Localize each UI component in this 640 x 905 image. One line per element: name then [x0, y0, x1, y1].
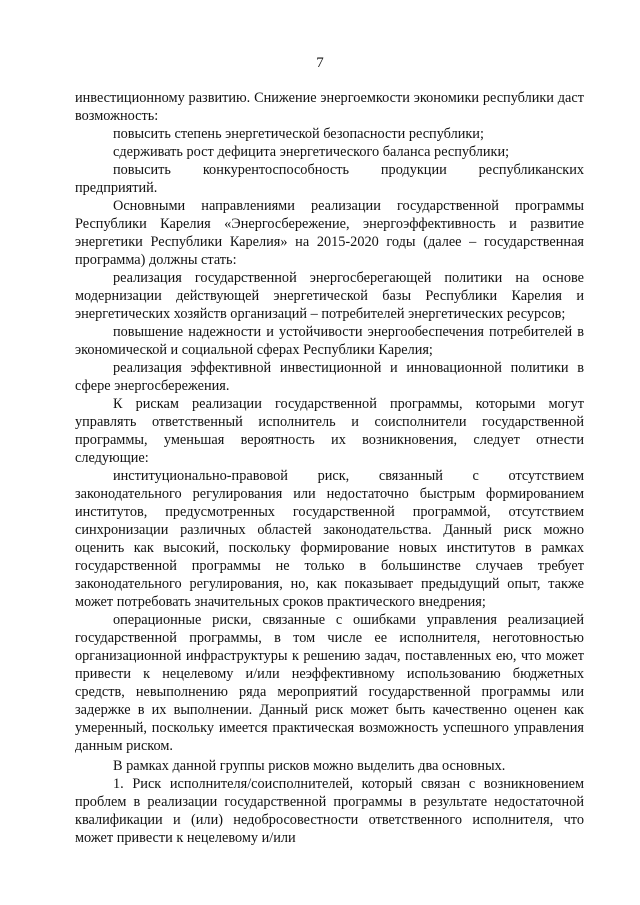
- body-text: [75, 89, 584, 847]
- paragraph: повысить конкурентоспособность продукции республиканских предприятий.: [75, 162, 584, 196]
- paragraph: Основными направлениями реализации государственной программы Республики Карелия «Энергосбережение, энергоэффективность и развитие энергетики Республики Карелия» на 2015-2020 годы (далее – государственная программа) должны стать:: [75, 198, 584, 268]
- page-number: 7: [316, 55, 324, 71]
- paragraph: К рискам реализации государственной программы, которыми могут управлять ответственный исполнитель и соисполнители государственной программы, уменьшая вероятность их возникновения, следует отнести следующие:: [75, 396, 584, 466]
- paragraph: реализация государственной энергосберегающей политики на основе модернизации действующей энергетической базы Республики Карелия и энергетических хозяйств организаций – потребителей энергетических ресурсов;: [75, 270, 584, 322]
- paragraph: институционально-правовой риск, связанный с отсутствием законодательного регулирования или недостаточно быстрым формированием институтов, предусмотренных государственной программой, отсутствием синхронизации различных областей законодательства. Данный риск можно оценить как высокий, поскольку формирование новых институтов в рамках государственной программы не только в большинстве случаев требует законодательного регулирования, но, как показывает предыдущий опыт, также может потребовать значительных сроков практического внедрения;: [75, 468, 584, 610]
- paragraph: В рамках данной группы рисков можно выделить два основных.: [113, 758, 506, 774]
- paragraph: повышение надежности и устойчивости энергообеспечения потребителей в экономической и социальной сферах Республики Карелия;: [75, 324, 584, 358]
- paragraph: 1. Риск исполнителя/соисполнителей, который связан с возникновением проблем в реализации государственной программы в результате недостаточной квалификации и (или) недобросовестности ответственного исполнителя, что может привести к нецелевому и/или: [75, 776, 584, 846]
- paragraph: инвестиционному развитию. Снижение энергоемкости экономики республики даст возможность:: [75, 90, 584, 124]
- paragraph: операционные риски, связанные с ошибками управления реализацией государственной программы, в том числе ее исполнителя, неготовностью организационной инфраструктуры к решению задач, поставленных ею, что может привести к нецелевому и/или неэффективному использованию бюджетных средств, невыполнению ряда мероприятий государственной программы или задержке в их выполнении. Данный риск может быть качественно оценен как умеренный, поскольку имеется практическая возможность успешного управления данным риском.: [75, 612, 584, 754]
- paragraph: реализация эффективной инвестиционной и инновационной политики в сфере энергосбережения.: [75, 360, 584, 394]
- paragraph: повысить степень энергетической безопасности республики;: [113, 126, 484, 142]
- paragraph: сдерживать рост дефицита энергетического баланса республики;: [113, 144, 510, 160]
